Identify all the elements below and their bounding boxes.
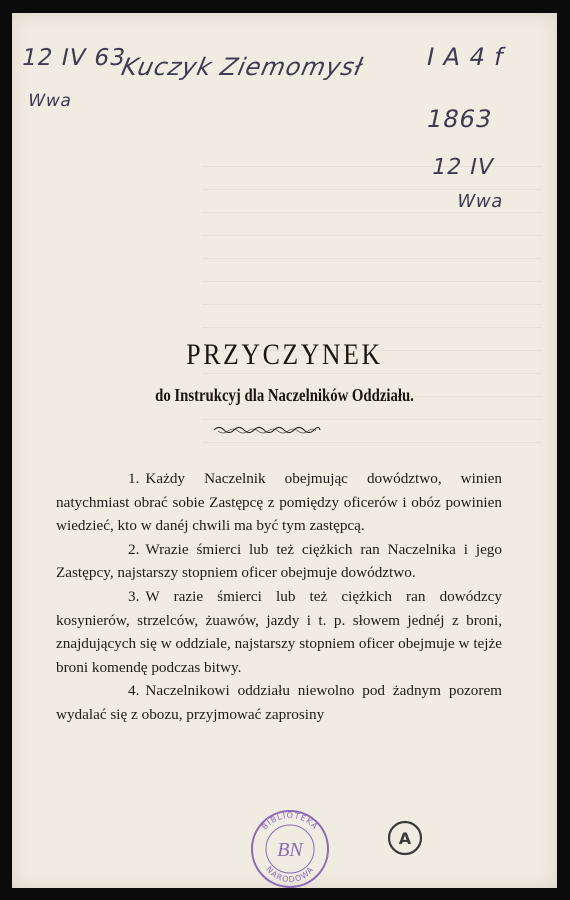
paragraph-number: 1. bbox=[128, 470, 140, 487]
paragraph-text: W razie śmierci lub też ciężkich ran dowódzcy kosynierów, strzelców, żuawów, jazdy i t. p. słowem jednéj z broni, znajdujących się w oddziale, najstarszy stopniem oficer obejmuje w tejże broni komendę podczas bitwy. bbox=[56, 587, 502, 676]
svg-text:BN: BN bbox=[277, 839, 303, 861]
paragraph-text: Naczelnikowi oddziału niewolno pod żadnym pozorem wydalać się z obozu, przyjmować zaprosiny bbox=[56, 682, 502, 723]
document-title: PRZYCZYNEK bbox=[186, 338, 383, 371]
paragraph bbox=[56, 585, 502, 679]
document-body bbox=[56, 467, 502, 727]
paragraph bbox=[56, 538, 502, 585]
paragraph-number: 2. bbox=[128, 540, 140, 558]
handwritten-date-left: 12 IV 63 bbox=[19, 45, 129, 71]
paragraph-text: Każdy Naczelnik obejmując dowództwo, winien natychmiast obrać sobie Zastępcę z pomiędzy oficerów i obóz powinien wiedzieć, kto w danéj chwili ma być tym zastępcą. bbox=[56, 470, 502, 535]
handwritten-signature: I A 4 f bbox=[424, 43, 508, 71]
handwritten-wwa-right: Wwa bbox=[454, 191, 506, 212]
handwritten-year: 1863 bbox=[424, 105, 496, 133]
svg-text:A: A bbox=[398, 829, 412, 848]
library-stamp bbox=[249, 808, 331, 888]
svg-text:BIBLIOTEKA: BIBLIOTEKA bbox=[260, 810, 320, 832]
wavy-divider-ornament bbox=[212, 424, 322, 436]
paragraph-text: Wrazie śmierci lub też ciężkich ran Naczelnika i jego Zastępcy, najstarszy stopniem oficer obejmuje dowództwo. bbox=[56, 540, 502, 582]
handwritten-wwa-left: Wwa bbox=[25, 91, 75, 111]
svg-text:NARODOWA: NARODOWA bbox=[264, 864, 316, 885]
paragraph-number: 3. bbox=[128, 587, 140, 605]
document-page bbox=[12, 13, 557, 888]
paragraph bbox=[56, 467, 502, 538]
paragraph bbox=[56, 679, 502, 726]
circled-a-stamp bbox=[386, 819, 424, 857]
handwritten-name: Kuczyk Ziemomysł bbox=[119, 53, 366, 81]
paragraph-number: 4. bbox=[128, 682, 140, 700]
handwritten-date-right: 12 IV bbox=[429, 155, 497, 180]
document-subtitle: do Instrukcyj dla Naczelników Oddziału. bbox=[155, 385, 414, 405]
